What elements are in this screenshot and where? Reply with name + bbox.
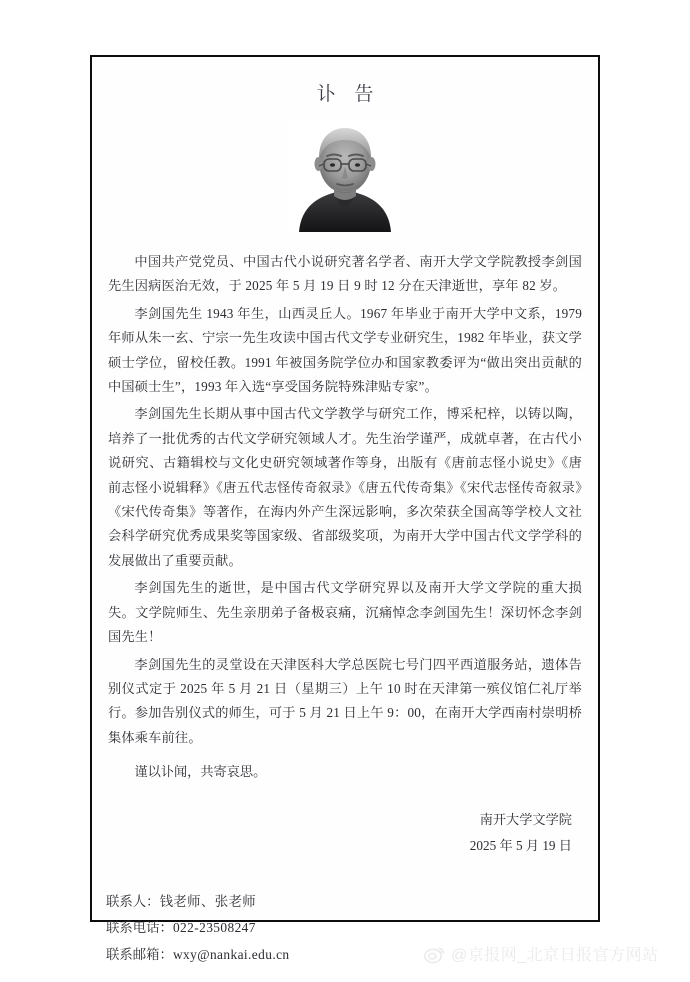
closing-line: 谨以讣闻，共寄哀思。 [134, 764, 267, 780]
weibo-logo-icon [424, 944, 446, 964]
portrait-photo [289, 120, 401, 232]
contact-phone-line [106, 915, 598, 942]
paragraph-4: 李剑国先生的逝世，是中国古代文学研究界以及南开大学文学院的重大损失。文学院师生、先生亲朋弟子备极哀痛，沉痛悼念李剑国先生！深切怀念李剑国先生！ [108, 580, 582, 645]
contact-email-label: 联系邮箱： [106, 946, 173, 962]
paragraph-2: 李剑国先生 1943 年生，山西灵丘人。1967 年毕业于南开大学中文系，1979 年师从朱一玄、宁宗一先生攻读中国古代文学专业研究生，1982 年毕业，获文学硕士学位，留校任教。1991 年被国务院学位办和国家教委评为“做出突出贡献的中国硕士生”，1993 年入选“享受国务院特殊津贴专家”。 [108, 305, 582, 395]
signature-organization: 南开大学文学院 [479, 811, 572, 827]
contact-person-line [106, 889, 598, 916]
signature-date: 2025 年 5 月 19 日 [469, 837, 572, 853]
watermark-text: @京报网_北京日报官方网站 [451, 947, 659, 964]
watermark [424, 942, 659, 965]
contact-email-value: wxy@nankai.edu.cn [172, 946, 290, 962]
portrait-container [92, 120, 598, 232]
contact-person-value: 钱老师、张老师 [159, 893, 257, 909]
signature-block [92, 807, 572, 859]
contact-phone-label: 联系电话： [106, 920, 173, 936]
paragraph-5: 李剑国先生的灵堂设在天津医科大学总医院七号门四平西道服务站，遗体告别仪式定于 2025 年 5 月 21 日（星期三）上午 10 时在天津第一殡仪馆仁礼厅举行。参加告别仪式的师生，可于 5 月 21 日上午 9：00，在南开大学西南村崇明桥集体乘车前往。 [108, 656, 582, 745]
paragraph-1: 中国共产党党员、中国古代小说研究著名学者、南开大学文学院教授李剑国先生因病医治无效，于 2025 年 5 月 19 日 9 时 12 分在天津逝世，享年 82 岁。 [108, 254, 582, 294]
obituary-body [108, 250, 582, 785]
contact-phone-value: 022-23508247 [172, 920, 256, 936]
contact-person-label: 联系人： [106, 893, 160, 909]
paragraph-3: 李剑国先生长期从事中国古代文学教学与研究工作，博采杞梓，以铸以陶，培养了一批优秀的古代文学研究领域人才。先生治学谨严，成就卓著，在古代小说研究、古籍辑校与文化史研究领域著作等身，出版有《唐前志怪小说史》《唐前志怪小说辑释》《唐五代志怪传奇叙录》《唐五代传奇集》《宋代志怪传奇叙录》《宋代传奇集》等著作，在海内外产生深远影响，多次荣获全国高等学校人文社会科学研究优秀成果奖等国家级、省部级奖项，为南开大学中国古代文学学科的发展做出了重要贡献。 [108, 406, 582, 568]
page-title: 讣 告 [316, 84, 381, 105]
